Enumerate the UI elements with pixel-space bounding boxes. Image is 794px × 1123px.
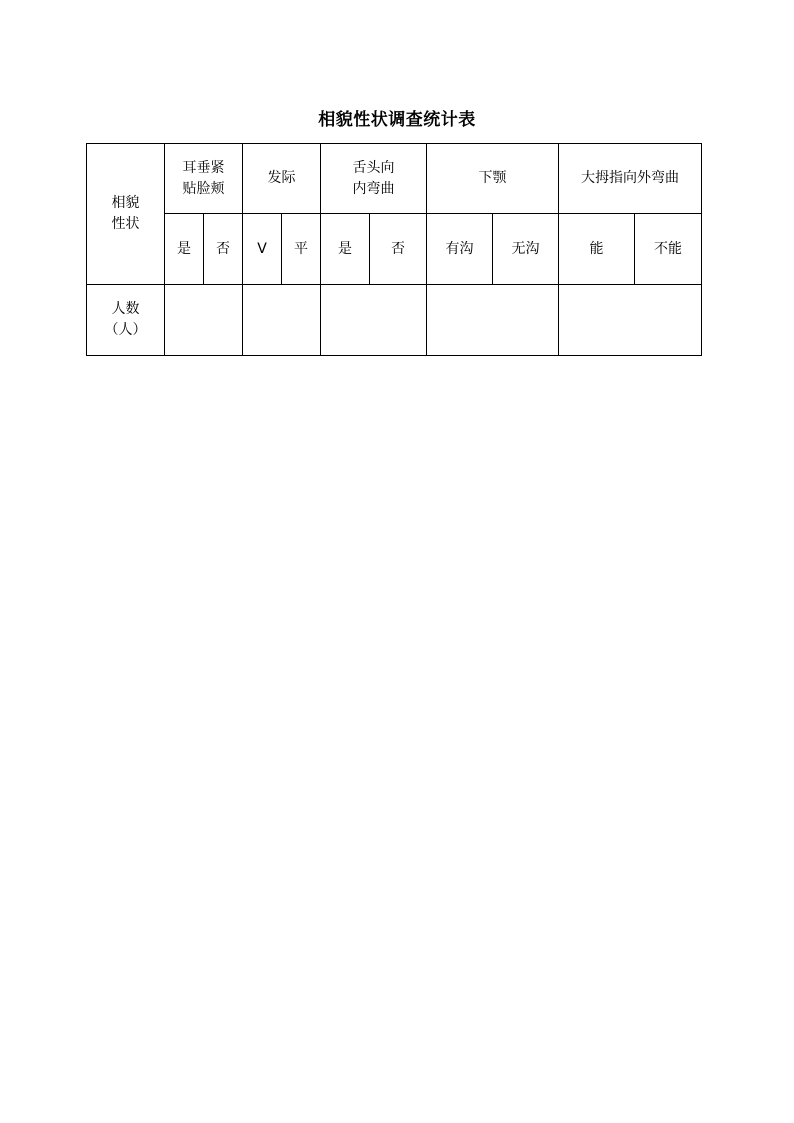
trait-earlobe xyxy=(165,144,243,214)
count-cell-hairline xyxy=(243,285,321,356)
trait-header-row xyxy=(87,144,702,214)
count-row xyxy=(87,285,702,356)
trait-tongue xyxy=(321,144,427,214)
trait-earlobe-line2: 贴脸颊 xyxy=(182,180,225,197)
survey-table xyxy=(86,143,702,356)
option-cell: 是 xyxy=(165,214,204,285)
option-cell: 否 xyxy=(370,214,427,285)
trait-earlobe-line1: 耳垂紧 xyxy=(182,159,225,176)
row-header-cell xyxy=(87,144,165,285)
trait-tongue-line2: 内弯曲 xyxy=(352,180,395,197)
count-cell-earlobe xyxy=(165,285,243,356)
option-cell: V xyxy=(243,214,282,285)
option-cell: 平 xyxy=(282,214,321,285)
trait-hairline: 发际 xyxy=(243,144,321,214)
trait-chin: 下颚 xyxy=(427,144,559,214)
option-cell: 无沟 xyxy=(493,214,559,285)
count-label-line2: （人） xyxy=(104,322,147,338)
trait-thumb: 大拇指向外弯曲 xyxy=(559,144,702,214)
row-header-line2: 性状 xyxy=(111,216,140,232)
option-cell: 能 xyxy=(559,214,635,285)
trait-tongue-line1: 舌头向 xyxy=(352,159,395,176)
count-label-line1: 人数 xyxy=(111,301,140,317)
row-header-line1: 相貌 xyxy=(111,195,140,211)
count-cell-tongue xyxy=(321,285,427,356)
option-cell: 不能 xyxy=(635,214,702,285)
option-cell: 否 xyxy=(204,214,243,285)
option-cell: 是 xyxy=(321,214,370,285)
option-cell: 有沟 xyxy=(427,214,493,285)
count-label-cell xyxy=(87,285,165,356)
page-title: 相貌性状调查统计表 xyxy=(318,110,476,130)
count-cell-thumb xyxy=(559,285,702,356)
option-row xyxy=(87,214,702,285)
count-cell-chin xyxy=(427,285,559,356)
